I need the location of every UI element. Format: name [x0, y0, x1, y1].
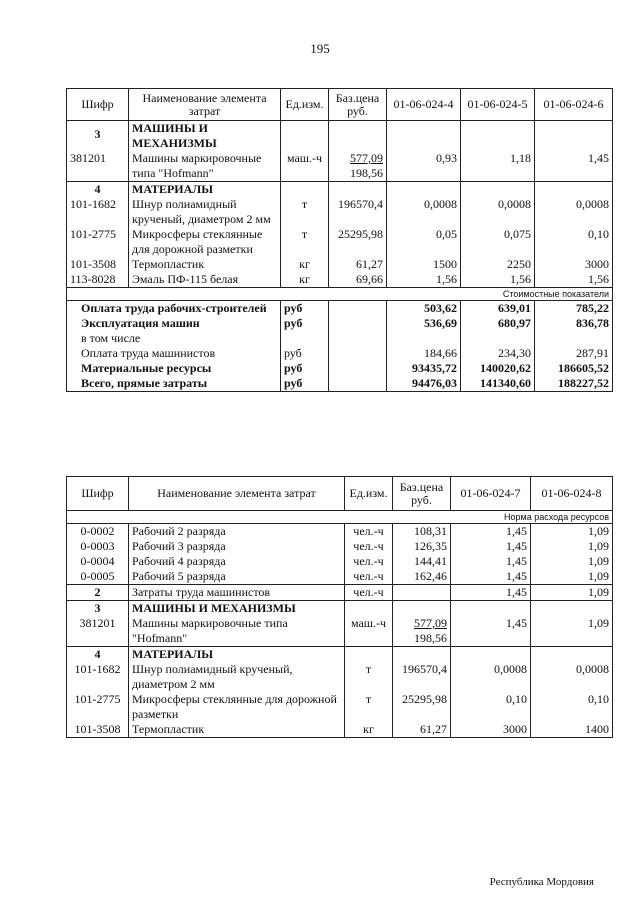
- cell-code: 381201: [67, 151, 129, 182]
- cell-unit: кг: [281, 272, 329, 288]
- table-row: [67, 569, 613, 585]
- cell-value: 1,45: [451, 585, 531, 601]
- cell-value: 1,45: [451, 569, 531, 585]
- section-row: [67, 601, 613, 617]
- cell-value: 2250: [461, 257, 535, 272]
- section-number: 4: [67, 647, 129, 663]
- cell-name: Эмаль ПФ-115 белая: [129, 272, 281, 288]
- cell-unit: маш.-ч: [345, 616, 393, 647]
- cell-value: 0,10: [531, 692, 613, 722]
- cell-code: 101-1682: [67, 662, 129, 692]
- price-top: 577,09: [414, 616, 447, 630]
- cell-price: 196570,4: [329, 197, 387, 227]
- cost-row: [67, 316, 613, 346]
- cell-value: 1,45: [451, 524, 531, 540]
- cell-code: 0-0004: [67, 554, 129, 569]
- cell-code: 101-3508: [67, 722, 129, 738]
- cost-value: 680,97: [461, 316, 535, 346]
- section-number: 3: [67, 601, 129, 617]
- cell-code: 101-1682: [67, 197, 129, 227]
- header-name: Наименование элемента затрат: [129, 477, 345, 511]
- norm-label: Норма расхода ресурсов: [67, 511, 613, 524]
- cost-indicators-label: Стоимостные показатели: [67, 288, 613, 301]
- cost-unit: руб: [281, 346, 329, 361]
- cell-code: 381201: [67, 616, 129, 647]
- cost-row: [67, 301, 613, 317]
- cell-unit: чел.-ч: [345, 539, 393, 554]
- footer-region: Республика Мордовия: [489, 876, 594, 888]
- cell-code: 101-2775: [67, 227, 129, 257]
- cell-value: 0,0008: [387, 197, 461, 227]
- cost-row: [67, 346, 613, 361]
- cell-value: 0,05: [387, 227, 461, 257]
- cost-value: 287,91: [535, 346, 613, 361]
- cost-unit: руб: [281, 316, 329, 346]
- cost-row: [67, 376, 613, 392]
- cost-value: 94476,03: [387, 376, 461, 392]
- table-row: [67, 197, 613, 227]
- section-number: 2: [67, 585, 129, 601]
- cost-value: 184,66: [387, 346, 461, 361]
- section-number: 4: [67, 182, 129, 198]
- cell-price: 25295,98: [393, 692, 451, 722]
- section-row: [67, 647, 613, 663]
- cell-price: 126,35: [393, 539, 451, 554]
- cost-row: [67, 361, 613, 376]
- table-row: [67, 227, 613, 257]
- cost-note: в том числе: [81, 331, 141, 345]
- cell-code: 0-0003: [67, 539, 129, 554]
- cell-unit: маш.-ч: [281, 151, 329, 182]
- cell-value: 1,09: [531, 539, 613, 554]
- cell-value: 1,45: [451, 554, 531, 569]
- header-col-7: 01-06-024-7: [451, 477, 531, 511]
- cell-price: 25295,98: [329, 227, 387, 257]
- table-row: [67, 257, 613, 272]
- header-col-8: 01-06-024-8: [531, 477, 613, 511]
- cell-name: Рабочий 5 разряда: [129, 569, 345, 585]
- cell-value: 0,0008: [461, 197, 535, 227]
- cost-label-row: [67, 288, 613, 301]
- section-row: [67, 121, 613, 152]
- table-header: [67, 89, 613, 121]
- price-bottom: 198,56: [414, 631, 447, 645]
- norm-label-row: [67, 511, 613, 524]
- cost-value: 234,30: [461, 346, 535, 361]
- cell-name: Термопластик: [129, 257, 281, 272]
- cell-price: [393, 616, 451, 647]
- cell-price: [329, 151, 387, 182]
- cost-value: 639,01: [461, 301, 535, 317]
- cell-value: 1400: [531, 722, 613, 738]
- cell-value: 1,09: [531, 554, 613, 569]
- table-row: [67, 539, 613, 554]
- cell-price: 144,41: [393, 554, 451, 569]
- cost-unit: руб: [281, 301, 329, 317]
- cell-name: Шнур полиамидный крученый, диаметром 2 мм: [129, 662, 345, 692]
- section-number: 3: [67, 121, 129, 152]
- cell-value: 1,09: [531, 569, 613, 585]
- cell-value: 1,09: [531, 616, 613, 647]
- cell-value: 0,10: [451, 692, 531, 722]
- section-row: [67, 182, 613, 198]
- cell-name: Термопластик: [129, 722, 345, 738]
- cell-value: 1,56: [535, 272, 613, 288]
- cell-code: 113-8028: [67, 272, 129, 288]
- cell-name: Рабочий 2 разряда: [129, 524, 345, 540]
- cost-value: 93435,72: [387, 361, 461, 376]
- norms-table-1: [66, 88, 613, 392]
- cell-unit: чел.-ч: [345, 554, 393, 569]
- cost-value: 141340,60: [461, 376, 535, 392]
- cell-value: 1,09: [531, 524, 613, 540]
- header-code: Шифр: [67, 477, 129, 511]
- cell-code: 101-3508: [67, 257, 129, 272]
- header-name: Наименование элемента затрат: [129, 89, 281, 121]
- cell-unit: чел.-ч: [345, 569, 393, 585]
- section-title: МАШИНЫ И МЕХАНИЗМЫ: [129, 601, 345, 617]
- section-title: Затраты труда машинистов: [129, 585, 345, 601]
- cell-value: 1500: [387, 257, 461, 272]
- cost-value: 140020,62: [461, 361, 535, 376]
- cell-value: 1,45: [451, 539, 531, 554]
- table-row: [67, 524, 613, 540]
- cell-price: 108,31: [393, 524, 451, 540]
- cell-unit: кг: [281, 257, 329, 272]
- cost-value: 186605,52: [535, 361, 613, 376]
- table-row: [67, 616, 613, 647]
- cost-name: Оплата труда рабочих-строителей: [67, 301, 281, 317]
- price-bottom: 198,56: [350, 166, 383, 180]
- cell-price: 196570,4: [393, 662, 451, 692]
- table-row: [67, 692, 613, 722]
- cell-code: 0-0002: [67, 524, 129, 540]
- price-top: 577,09: [350, 151, 383, 165]
- header-price: Баз.цена руб.: [393, 477, 451, 511]
- header-col-6: 01-06-024-6: [535, 89, 613, 121]
- header-price: Баз.цена руб.: [329, 89, 387, 121]
- cell-value: 1,56: [461, 272, 535, 288]
- cost-value: 836,78: [535, 316, 613, 346]
- cell-unit: т: [281, 197, 329, 227]
- cost-unit: руб: [281, 376, 329, 392]
- cell-name: Шнур полиамидный крученый, диаметром 2 мм: [129, 197, 281, 227]
- cell-value: 0,075: [461, 227, 535, 257]
- cell-value: 1,56: [387, 272, 461, 288]
- norms-table-2: [66, 476, 613, 738]
- cell-value: 1,45: [451, 616, 531, 647]
- table-row: [67, 554, 613, 569]
- cell-value: 1,45: [535, 151, 613, 182]
- cell-unit: т: [281, 227, 329, 257]
- cell-value: 3000: [451, 722, 531, 738]
- cell-name: Машины маркировочные типа "Hofmann": [129, 616, 345, 647]
- cell-value: 0,0008: [535, 197, 613, 227]
- cell-unit: т: [345, 692, 393, 722]
- cell-price: 61,27: [329, 257, 387, 272]
- cell-price: 162,46: [393, 569, 451, 585]
- cell-code: 0-0005: [67, 569, 129, 585]
- cell-value: 1,18: [461, 151, 535, 182]
- cell-unit: т: [345, 662, 393, 692]
- cost-name: Эксплуатация машин: [81, 316, 200, 330]
- table-row: [67, 272, 613, 288]
- cost-unit: руб: [281, 361, 329, 376]
- header-unit: Ед.изм.: [345, 477, 393, 511]
- section-title: МАТЕРИАЛЫ: [129, 182, 281, 198]
- cell-value: 3000: [535, 257, 613, 272]
- cost-name-cell: [67, 316, 281, 346]
- cell-name: Рабочий 4 разряда: [129, 554, 345, 569]
- section-title: МАШИНЫ И МЕХАНИЗМЫ: [129, 121, 281, 152]
- cell-unit: чел.-ч: [345, 524, 393, 540]
- cost-value: 503,62: [387, 301, 461, 317]
- cost-value: 536,69: [387, 316, 461, 346]
- header-unit: Ед.изм.: [281, 89, 329, 121]
- cost-value: 785,22: [535, 301, 613, 317]
- cell-name: Микросферы стеклянные для дорожной разметки: [129, 227, 281, 257]
- cell-name: Машины маркировочные типа "Hofmann": [129, 151, 281, 182]
- cell-value: 0,10: [535, 227, 613, 257]
- cell-value: 1,09: [531, 585, 613, 601]
- cost-name: Всего, прямые затраты: [67, 376, 281, 392]
- header-col-5: 01-06-024-5: [461, 89, 535, 121]
- section-title: МАТЕРИАЛЫ: [129, 647, 345, 663]
- page-number: 195: [310, 41, 330, 56]
- cell-price: 61,27: [393, 722, 451, 738]
- cell-name: Микросферы стеклянные для дорожной разметки: [129, 692, 345, 722]
- cell-name: Рабочий 3 разряда: [129, 539, 345, 554]
- table-header: [67, 477, 613, 511]
- cell-unit: чел.-ч: [345, 585, 393, 601]
- cost-name: Оплата труда машинистов: [67, 346, 281, 361]
- cell-unit: кг: [345, 722, 393, 738]
- cell-price: 69,66: [329, 272, 387, 288]
- header-code: Шифр: [67, 89, 129, 121]
- cell-value: 0,0008: [451, 662, 531, 692]
- table-row: [67, 662, 613, 692]
- cell-value: 0,0008: [531, 662, 613, 692]
- cost-name: Материальные ресурсы: [67, 361, 281, 376]
- section-row: [67, 585, 613, 601]
- cell-value: 0,93: [387, 151, 461, 182]
- header-col-4: 01-06-024-4: [387, 89, 461, 121]
- cell-code: 101-2775: [67, 692, 129, 722]
- table-row: [67, 722, 613, 738]
- cost-value: 188227,52: [535, 376, 613, 392]
- table-row: [67, 151, 613, 182]
